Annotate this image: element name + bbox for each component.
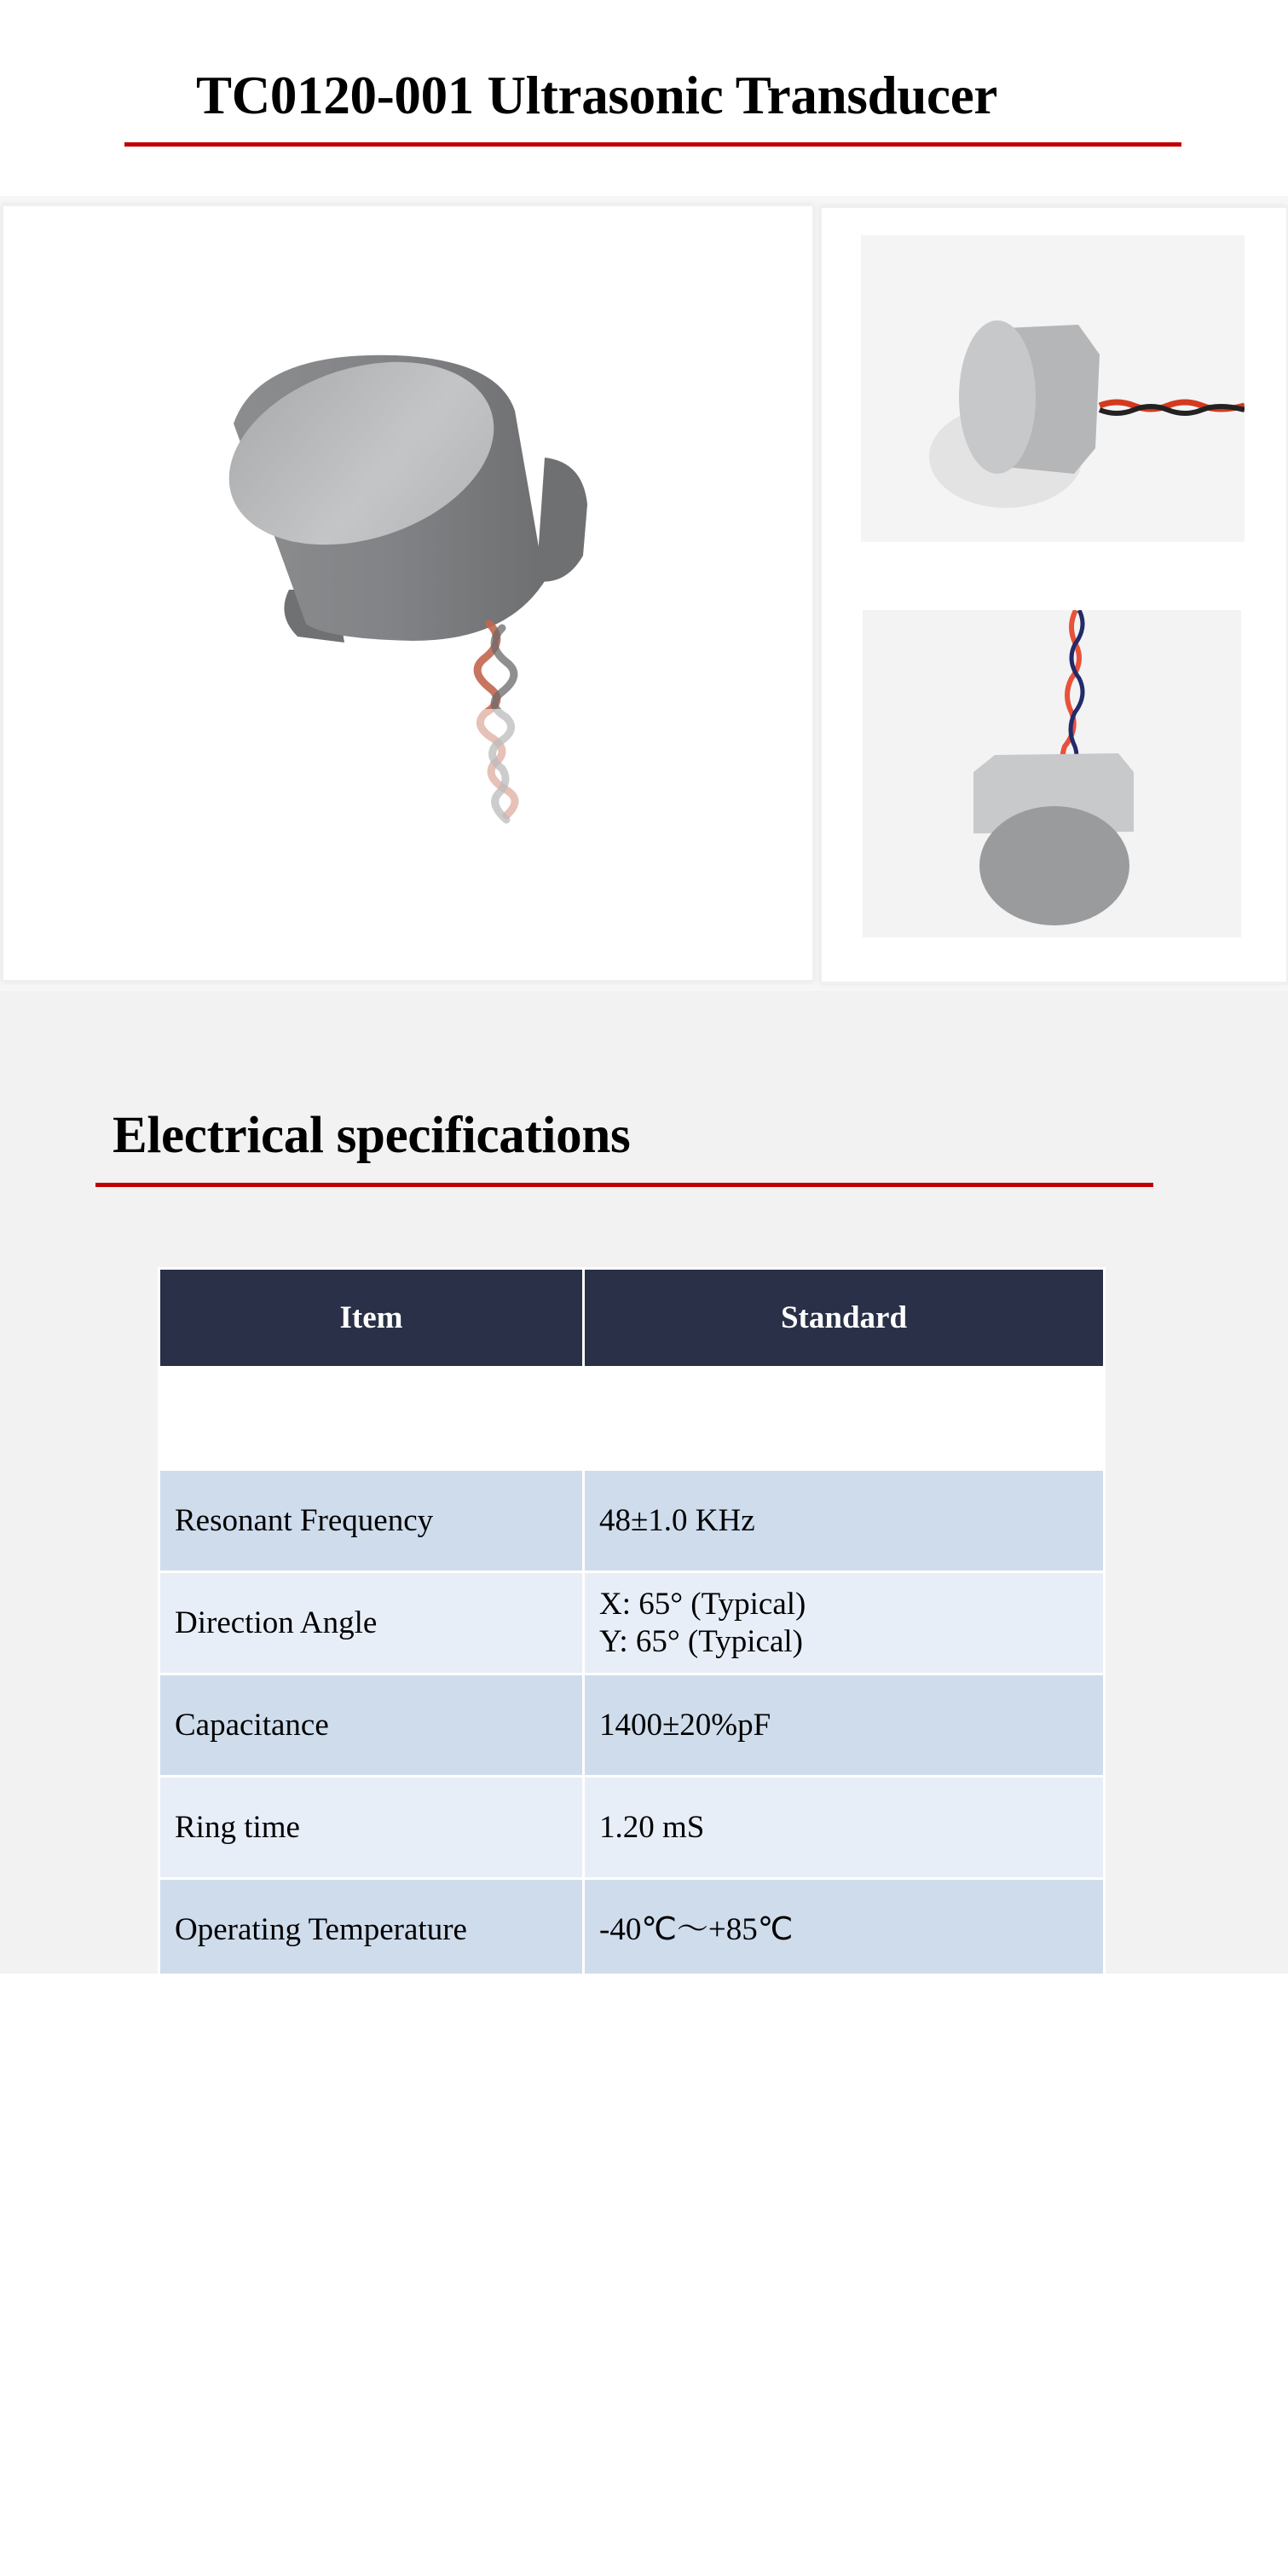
spec-value-line: 1400±20%pF: [599, 1707, 771, 1743]
column-header-standard: Standard: [585, 1270, 1103, 1366]
spec-value-line: 1.20 mS: [599, 1809, 705, 1845]
side-images-panel: [820, 206, 1288, 983]
column-header-item: Item: [160, 1270, 582, 1366]
spec-value-line: -40℃～+85℃: [599, 1911, 794, 1947]
main-image-panel: [2, 205, 814, 982]
spec-table: [158, 1267, 1106, 1982]
table-row: [160, 1675, 1103, 1775]
header-spacer: [160, 1369, 1103, 1468]
spec-value: [585, 1471, 1103, 1570]
spec-value-line: Y: 65° (Typical): [599, 1623, 803, 1659]
title-section: [0, 0, 1288, 196]
title-divider: [124, 142, 1181, 147]
table-row: [160, 1778, 1103, 1877]
spec-value: [585, 1778, 1103, 1877]
spec-value: [585, 1880, 1103, 1980]
spec-value: [585, 1675, 1103, 1775]
page-bottom-blank: [0, 1974, 1288, 2576]
table-row: [160, 1471, 1103, 1570]
spec-item: Resonant Frequency: [160, 1471, 582, 1570]
transducer-render-image: [208, 334, 617, 845]
spec-value-line: 48±1.0 KHz: [599, 1502, 755, 1538]
table-row: [160, 1573, 1103, 1673]
page-title: TC0120-001 Ultrasonic Transducer: [196, 66, 998, 125]
spec-item: Direction Angle: [160, 1573, 582, 1673]
product-gallery: [0, 196, 1288, 991]
main-product-image[interactable]: [208, 334, 617, 845]
spec-value-line: X: 65° (Typical): [599, 1586, 806, 1622]
side-product-image-2[interactable]: [863, 610, 1241, 937]
specs-divider: [95, 1183, 1153, 1187]
specs-title: Electrical specifications: [113, 1107, 631, 1164]
side-product-image-1[interactable]: [861, 235, 1245, 542]
spec-value: [585, 1573, 1103, 1673]
electrical-specs-section: [0, 991, 1288, 1974]
transducer-front-photo: [863, 610, 1241, 937]
table-row: [160, 1880, 1103, 1980]
spec-item: Operating Temperature: [160, 1880, 582, 1980]
transducer-side-photo: [861, 235, 1245, 542]
spec-item: Capacitance: [160, 1675, 582, 1775]
spec-item: Ring time: [160, 1778, 582, 1877]
table-header-row: [160, 1270, 1103, 1366]
